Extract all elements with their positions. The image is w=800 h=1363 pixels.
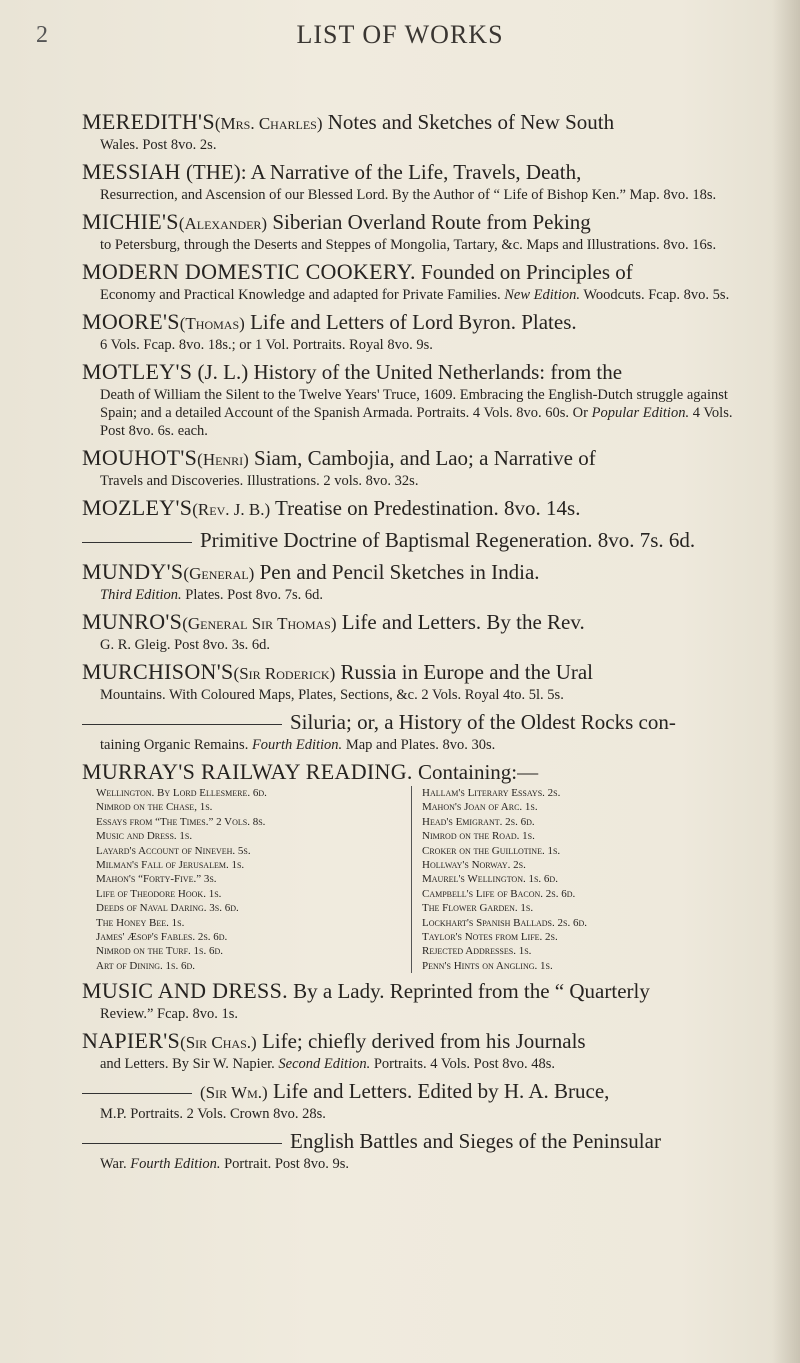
ditto-dash — [82, 1143, 282, 1144]
entry-author-detail: (Sir Wm.) — [200, 1083, 268, 1103]
work-entry — [82, 496, 752, 522]
entry-title: Founded on Principles of — [415, 260, 633, 284]
entry-author-detail: (Sir Chas.) — [180, 1033, 257, 1053]
railway-title: Croker on the Guillotine. 1s. — [422, 844, 561, 857]
entry-price: 4 Vols. Post 8vo. 6s. each. — [100, 405, 733, 439]
running-header — [0, 18, 800, 58]
railway-title: The Flower Garden. 1s. — [422, 902, 534, 915]
railway-title: Penn's Hints on Angling. 1s. — [422, 959, 553, 972]
entry-author: MUSIC AND DRESS. — [82, 978, 288, 1004]
entry-details — [100, 236, 752, 254]
work-entry — [82, 260, 752, 304]
entry-title: Primitive Doctrine of Baptismal Regeneration. 8vo. 7s. 6d. — [200, 528, 696, 552]
entry-details — [100, 336, 752, 354]
works-list — [82, 110, 752, 1179]
entry-details — [100, 636, 752, 654]
railway-title: Nimrod on the Road. 1s. — [422, 830, 535, 843]
entries-group-a — [82, 110, 752, 754]
entry-title: Life and Letters of Lord Byron. Plates. — [244, 310, 577, 334]
entry-title: (J. L.) History of the United Netherlands: from the — [192, 360, 623, 384]
entry-title: Life and Letters. By the Rev. — [336, 610, 585, 634]
entry-details — [100, 686, 752, 704]
running-title: LIST OF WORKS — [296, 20, 504, 49]
entry-details — [100, 386, 752, 440]
entry-author-detail: (Thomas) — [179, 314, 245, 333]
work-entry — [82, 610, 752, 654]
work-entry — [82, 210, 752, 254]
entry-description: taining Organic Remains. — [100, 737, 249, 753]
entry-details — [100, 1005, 752, 1023]
entry-author-detail: (Henri) — [197, 450, 249, 469]
entry-title: (THE): A Narrative of the Life, Travels, Death, — [180, 160, 582, 184]
entry-details — [100, 472, 752, 490]
entry-details — [100, 586, 752, 604]
entry-author-detail: (Sir Roderick) — [233, 664, 336, 683]
railway-title: Mahon's “Forty-Five.” 3s. — [96, 873, 217, 886]
entry-description: War. — [100, 1156, 127, 1173]
entry-edition: Popular Edition. — [591, 405, 690, 421]
railway-title: The Honey Bee. 1s. — [96, 916, 185, 929]
railway-title: Lockhart's Spanish Ballads. 2s. 6d. — [422, 916, 587, 929]
railway-title: Hallam's Literary Essays. 2s. — [422, 787, 561, 799]
ditto-dash — [82, 724, 282, 725]
entry-description: Wales. Post 8vo. 2s. — [100, 137, 217, 153]
work-entry — [82, 710, 752, 754]
entry-edition: Second Edition. — [278, 1056, 371, 1073]
railway-title: Rejected Addresses. 1s. — [422, 945, 532, 958]
work-entry — [82, 979, 752, 1023]
railway-title: Music and Dress. 1s. — [96, 830, 193, 843]
entry-author: MOZLEY'S — [82, 495, 193, 520]
entry-author: MODERN DOMESTIC COOKERY. — [82, 259, 416, 284]
entry-title: Siam, Cambojia, and Lao; a Narrative of — [248, 446, 596, 470]
railway-title: Milman's Fall of Jerusalem. 1s. — [96, 859, 245, 872]
entry-description: Resurrection, and Ascension of our Blessed Lord. By the Author of “ Life of Bishop Ken.” Map. 8vo. 18s. — [100, 187, 717, 203]
entry-author-detail: (Rev. J. B.) — [192, 500, 271, 519]
railway-title: Essays from “The Times.” 2 Vols. 8s. — [96, 815, 266, 828]
work-entry — [82, 360, 752, 440]
entry-title: Russia in Europe and the Ural — [335, 660, 594, 684]
entry-description: M.P. Portraits. 2 Vols. Crown 8vo. 28s. — [100, 1106, 326, 1123]
entry-title: Life; chiefly derived from his Journals — [256, 1029, 586, 1054]
railway-title: Head's Emigrant. 2s. 6d. — [422, 815, 535, 828]
page-number: 2 — [36, 22, 48, 48]
entry-author-detail: (Alexander) — [178, 214, 268, 233]
entry-title: Siluria; or, a History of the Oldest Rocks con- — [290, 710, 676, 734]
entry-details — [100, 286, 752, 304]
entry-title: Treatise on Predestination. 8vo. 14s. — [270, 496, 581, 520]
railway-title: Wellington. By Lord Ellesmere. 6d. — [96, 787, 267, 799]
entry-author: NAPIER'S — [82, 1028, 181, 1054]
entry-title: By a Lady. Reprinted from the “ Quarterly — [287, 979, 650, 1004]
entry-title: Life and Letters. Edited by H. A. Bruce, — [267, 1079, 610, 1104]
entry-edition: Fourth Edition. — [251, 737, 343, 753]
railway-title: Deeds of Naval Daring. 3s. 6d. — [96, 902, 239, 915]
entry-author: MUNRO'S — [82, 609, 183, 634]
entry-price: Woodcuts. Fcap. 8vo. 5s. — [580, 287, 730, 303]
entry-description: 6 Vols. Fcap. 8vo. 18s.; or 1 Vol. Portraits. Royal 8vo. 9s. — [100, 337, 433, 353]
entry-price: Plates. Post 8vo. 7s. 6d. — [181, 587, 324, 603]
murray-heading: MURRAY'S RAILWAY READING. — [82, 759, 413, 784]
entry-author: MUNDY'S — [82, 559, 184, 584]
railway-title: Life of Theodore Hook. 1s. — [96, 887, 222, 900]
murray-right-column — [411, 786, 737, 973]
railway-title: Nimrod on the Turf. 1s. 6d. — [96, 945, 224, 958]
railway-title: Hollway's Norway. 2s. — [422, 859, 526, 872]
entry-description: Economy and Practical Knowledge and adapted for Private Families. — [100, 287, 501, 303]
entry-author-detail: (General) — [183, 564, 255, 583]
entry-title: English Battles and Sieges of the Peninsular — [290, 1129, 661, 1154]
railway-title: Campbell's Life of Bacon. 2s. 6d. — [422, 887, 576, 900]
murray-railway-entry — [82, 760, 752, 973]
entry-edition: New Edition. — [504, 287, 580, 303]
entry-author: MOORE'S — [82, 309, 180, 334]
work-entry — [82, 528, 752, 554]
entry-details — [100, 186, 752, 204]
entry-details — [100, 136, 752, 154]
entries-group-b — [82, 979, 752, 1173]
entry-details — [100, 1105, 752, 1123]
page-edge-shadow — [772, 0, 800, 1363]
entry-description: Review.” Fcap. 8vo. 1s. — [100, 1006, 238, 1023]
entry-author: MURCHISON'S — [82, 659, 234, 684]
entry-description: Mountains. With Coloured Maps, Plates, Sections, &c. 2 Vols. Royal 4to. 5l. 5s. — [100, 687, 564, 703]
murray-containing: Containing:— — [417, 760, 539, 784]
entry-description: and Letters. By Sir W. Napier. — [100, 1056, 275, 1073]
murray-left-column — [96, 786, 411, 973]
murray-titles — [96, 786, 752, 973]
entry-details — [100, 1155, 752, 1173]
work-entry — [82, 110, 752, 154]
entry-author: MOUHOT'S — [82, 445, 198, 470]
entry-description: G. R. Gleig. Post 8vo. 3s. 6d. — [100, 637, 270, 653]
railway-title: Mahon's Joan of Arc. 1s. — [422, 801, 538, 814]
entry-title: Notes and Sketches of New South — [322, 110, 615, 134]
entry-price: Map and Plates. 8vo. 30s. — [342, 737, 496, 753]
work-entry — [82, 1079, 752, 1123]
entry-author-detail: (Mrs. Charles) — [214, 114, 323, 133]
entry-edition: Fourth Edition. — [130, 1156, 221, 1173]
railway-title: James' Æsop's Fables. 2s. 6d. — [96, 931, 228, 944]
entry-details — [100, 1055, 752, 1073]
railway-title: Taylor's Notes from Life. 2s. — [422, 931, 558, 944]
entry-price: Portrait. Post 8vo. 9s. — [220, 1156, 349, 1173]
ditto-dash — [82, 1093, 192, 1094]
work-entry — [82, 1129, 752, 1173]
work-entry — [82, 160, 752, 204]
entry-author-detail: (General Sir Thomas) — [182, 614, 337, 633]
entry-description: Death of William the Silent to the Twelve Years' Truce, 1609. Embracing the English-Dutch struggle against Spain; and a detailed Account of the Spanish Armada. Portraits. 4 Vols. 8vo. 60s. Or — [100, 387, 728, 421]
entry-description: to Petersburg, through the Deserts and Steppes of Mongolia, Tartary, &c. Maps and Illustrations. 8vo. 16s. — [100, 237, 717, 253]
railway-title: Maurel's Wellington. 1s. 6d. — [422, 873, 558, 886]
work-entry — [82, 560, 752, 604]
entry-edition: Third Edition. — [100, 587, 182, 603]
railway-title: Layard's Account of Nineveh. 5s. — [96, 844, 251, 857]
railway-title: Nimrod on the Chase, 1s. — [96, 801, 213, 814]
entry-author: MOTLEY'S — [82, 359, 193, 384]
work-entry — [82, 446, 752, 490]
entry-title: Pen and Pencil Sketches in India. — [254, 560, 540, 584]
entry-price: Portraits. 4 Vols. Post 8vo. 48s. — [370, 1056, 556, 1073]
entry-description: Travels and Discoveries. Illustrations. 2 vols. 8vo. 32s. — [100, 473, 419, 489]
work-entry — [82, 310, 752, 354]
entry-author: MEREDITH'S — [82, 109, 215, 134]
work-entry — [82, 660, 752, 704]
entry-details — [100, 736, 752, 754]
work-entry — [82, 1029, 752, 1073]
entry-author: MESSIAH — [82, 159, 181, 184]
entry-title: Siberian Overland Route from Peking — [267, 210, 591, 234]
railway-title: Art of Dining. 1s. 6d. — [96, 959, 195, 972]
ditto-dash — [82, 542, 192, 543]
entry-author: MICHIE'S — [82, 209, 179, 234]
